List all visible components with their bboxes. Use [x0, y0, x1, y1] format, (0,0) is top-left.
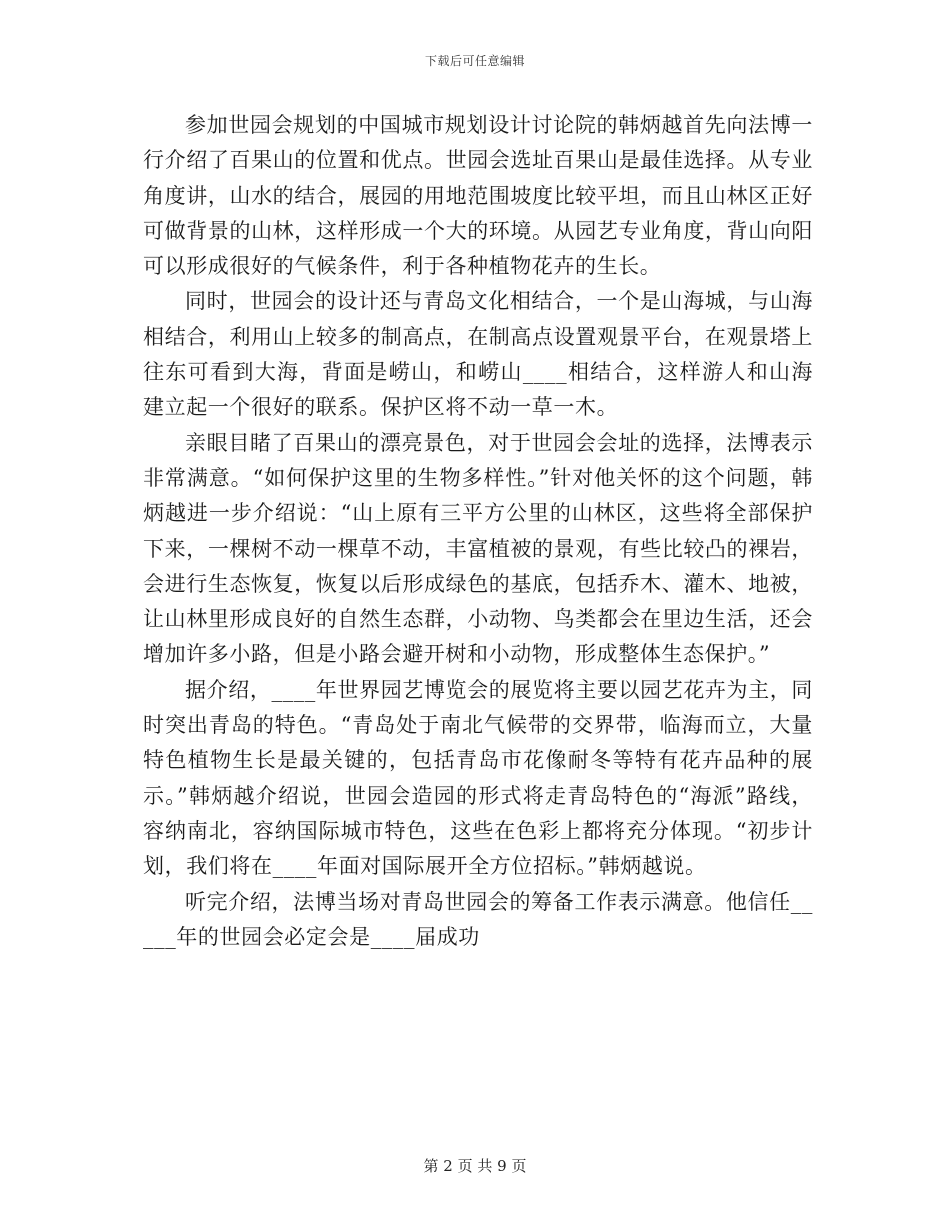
document-body: [143, 108, 813, 955]
paragraph-2: 同时，世园会的设计还与青岛文化相结合，一个是山海城，与山海相结合，利用山上较多的制高点，在制高点设置观景平台，在观景塔上往东可看到大海，背面是崂山，和崂山____相结合，这样游人和山海建立起一个很好的联系。保护区将不动一草一木。: [143, 289, 813, 420]
page-header-note: 下载后可任意编辑: [424, 54, 525, 68]
paragraph-5: 听完介绍，法博当场对青岛世园会的筹备工作表示满意。他信任_____年的世园会必定会是____届成功: [143, 889, 813, 949]
paragraph-1: 参加世园会规划的中国城市规划设计讨论院的韩炳越首先向法博一行介绍了百果山的位置和优点。世园会选址百果山是最佳选择。从专业角度讲，山水的结合，展园的用地范围坡度比较平坦，而且山林区正好可做背景的山林，这样形成一个大的环境。从园艺专业角度，背山向阳可以形成很好的气候条件，利于各种植物花卉的生长。: [143, 113, 813, 279]
paragraph-4: 据介绍，____年世界园艺博览会的展览将主要以园艺花卉为主，同时突出青岛的特色。“青岛处于南北气候带的交界带，临海而立，大量特色植物生长是最关键的，包括青岛市花像耐冬等特有花卉品种的展示。”韩炳越介绍说，世园会造园的形式将走青岛特色的“海派”路线，容纳南北，容纳国际城市特色，这些在色彩上都将充分体现。“初步计划，我们将在____年面对国际展开全方位招标。”韩炳越说。: [143, 677, 813, 879]
paragraph-3: 亲眼目睹了百果山的漂亮景色，对于世园会会址的选择，法博表示非常满意。“如何保护这里的生物多样性。”针对他关怀的这个问题，韩炳越进一步介绍说：“山上原有三平方公里的山林区，这些将全部保护下来，一棵树不动一棵草不动，丰富植被的景观，有些比较凸的裸岩，会进行生态恢复，恢复以后形成绿色的基底，包括乔木、灌木、地被，让山林里形成良好的自然生态群，小动物、鸟类都会在里边生活，还会增加许多小路，但是小路会避开树和小动物，形成整体生态保护。”: [143, 430, 813, 667]
page-number: 第 2 页 共 9 页: [423, 1157, 527, 1175]
